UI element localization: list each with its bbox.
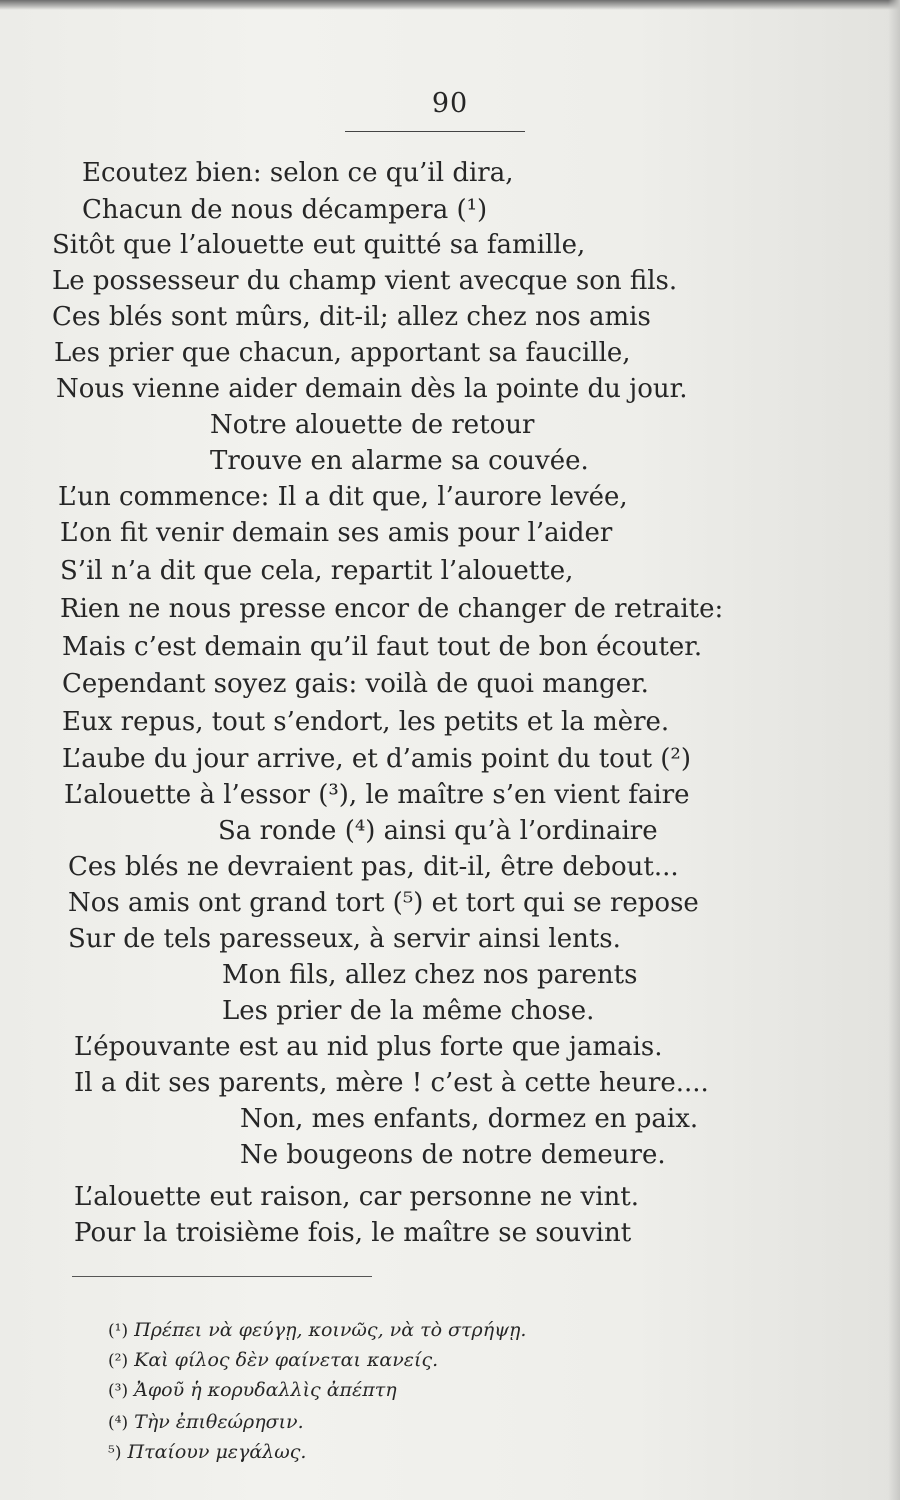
poem-line: Ces blés sont mûrs, dit-il; allez chez nos amis <box>52 302 651 332</box>
poem-line: L’alouette à l’essor (³), le maître s’en vient faire <box>64 780 690 810</box>
page-number: 90 <box>431 88 469 119</box>
poem-line: Ecoutez bien: selon ce qu’il dira, <box>82 158 514 188</box>
footnote-text: Ἀφοῦ ἡ κορυδαλλὶς ἀπέπτη <box>134 1379 397 1401</box>
poem-line: Les prier que chacun, apportant sa faucille, <box>54 338 631 368</box>
poem-line: Trouve en alarme sa couvée. <box>210 446 589 476</box>
poem-line: Notre alouette de retour <box>210 410 535 440</box>
poem-line: Pour la troisième fois, le maître se souvint <box>74 1218 632 1248</box>
footnote-4 <box>108 1410 304 1435</box>
footnote-text: Τὴν ἐπιθεώρησιν. <box>134 1411 304 1433</box>
poem-line: Mon fils, allez chez nos parents <box>222 960 638 990</box>
poem-line: S’il n’a dit que cela, repartit l’alouette, <box>60 556 574 586</box>
footnote-mark: (²) <box>108 1351 129 1371</box>
poem-line: Les prier de la même chose. <box>222 996 595 1026</box>
footnote-3 <box>108 1378 397 1403</box>
footnote-mark: (⁴) <box>108 1413 129 1433</box>
poem-line: Sa ronde (⁴) ainsi qu’à l’ordinaire <box>218 816 658 846</box>
poem-line: Eux repus, tout s’endort, les petits et la mère. <box>62 707 670 737</box>
footnote-rule <box>72 1276 372 1277</box>
page-top-edge <box>0 0 900 10</box>
footnote-mark: (³) <box>108 1381 129 1401</box>
footnote-mark: (¹) <box>108 1321 129 1341</box>
header-rule <box>345 131 525 132</box>
footnote-2 <box>108 1348 438 1373</box>
poem-line: Non, mes enfants, dormez en paix. <box>240 1104 699 1134</box>
footnote-text: Πταίουν μεγάλως. <box>127 1441 307 1463</box>
poem-line: Nos amis ont grand tort (⁵) et tort qui se repose <box>68 888 699 918</box>
poem-line: Nous vienne aider demain dès la pointe du jour. <box>56 374 688 404</box>
poem-line: Chacun de nous décampera (¹) <box>82 195 488 225</box>
poem-line: Rien ne nous presse encor de changer de retraite: <box>60 594 724 624</box>
poem-line: Mais c’est demain qu’il faut tout de bon écouter. <box>62 632 703 662</box>
poem-line: Ne bougeons de notre demeure. <box>240 1140 666 1170</box>
poem-line: Le possesseur du champ vient avecque son fils. <box>52 266 678 296</box>
footnote-1 <box>108 1318 526 1343</box>
footnote-mark: ⁵) <box>108 1443 122 1463</box>
poem-line: Sitôt que l’alouette eut quitté sa famille, <box>52 230 586 260</box>
footnote-text: Καὶ φίλος δὲν φαίνεται κανείς. <box>134 1349 439 1371</box>
poem-line: L’un commence: Il a dit que, l’aurore levée, <box>58 482 628 512</box>
poem-line: L’on fit venir demain ses amis pour l’aider <box>60 518 613 548</box>
footnote-5 <box>108 1440 306 1465</box>
poem-line: Cependant soyez gais: voilà de quoi manger. <box>62 669 649 699</box>
poem-line: L’alouette eut raison, car personne ne vint. <box>74 1182 640 1212</box>
poem-line: Il a dit ses parents, mère ! c’est à cette heure.... <box>74 1068 709 1098</box>
footnote-text: Πρέπει νὰ φεύγῃ, κοινῶς, νὰ τὸ στρήψῃ. <box>134 1319 527 1341</box>
poem-line: Sur de tels paresseux, à servir ainsi lents. <box>68 924 621 954</box>
poem-line: L’épouvante est au nid plus forte que jamais. <box>74 1032 663 1062</box>
poem-line: L’aube du jour arrive, et d’amis point du tout (²) <box>62 744 692 774</box>
page-right-edge <box>888 0 900 1500</box>
poem-line: Ces blés ne devraient pas, dit-il, être debout... <box>68 852 679 882</box>
